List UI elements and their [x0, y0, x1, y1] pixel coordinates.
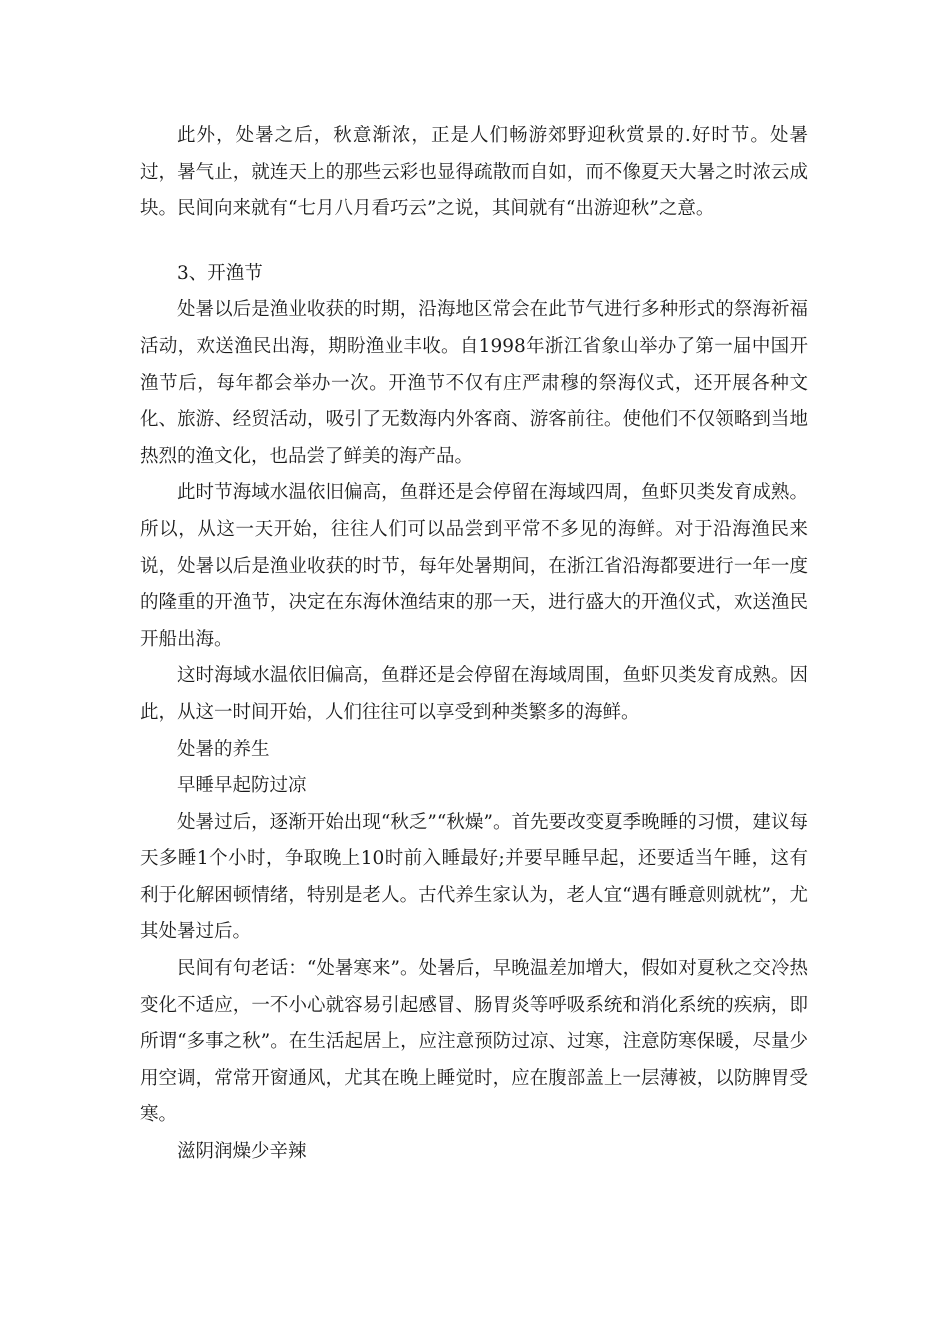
fishing-festival-paragraph-2: 此时节海域水温依旧偏高，鱼群还是会停留在海域四周，鱼虾贝类发育成熟。所以，从这一天开始，往往人们可以品尝到平常不多见的海鲜。对于沿海渔民来说，处暑以后是渔业收获的时节，每年处暑期间，在浙江省沿海都要进行一年一度的隆重的开渔节，决定在东海休渔结束的那一天，进行盛大的开渔仪式，欢送渔民开船出海。 [140, 482, 808, 650]
sleep-subheading: 早睡早起防过凉 [177, 775, 307, 797]
document-page [140, 118, 808, 1171]
health-heading: 处暑的养生 [177, 738, 270, 760]
intro-paragraph: 此外，处暑之后，秋意渐浓，正是人们畅游郊野迎秋赏景的.好时节。处暑过，暑气止，就连天上的那些云彩也显得疏散而自如，而不像夏天大暑之时浓云成块。民间向来就有“七月八月看巧云”之说，其间就有“出游迎秋”之意。 [140, 125, 808, 220]
sleep-paragraph-1: 处暑过后，逐渐开始出现“秋乏”“秋燥”。首先要改变夏季晚睡的习惯，建议每天多睡1个小时，争取晚上10时前入睡最好;并要早睡早起，还要适当午睡，这有利于化解困顿情绪，特别是老人。古代养生家认为，老人宜“遇有睡意则就枕”，尤其处暑过后。 [140, 811, 808, 943]
section-spacer [140, 228, 808, 256]
diet-subheading: 滋阴润燥少辛辣 [177, 1141, 307, 1163]
section-heading-fishing-festival: 3、开渔节 [177, 262, 263, 284]
sleep-paragraph-2: 民间有句老话：“处暑寒来”。处暑后，早晚温差加增大，假如对夏秋之交冷热变化不适应，一不小心就容易引起感冒、肠胃炎等呼吸系统和消化系统的疾病，即所谓“多事之秋”。在生活起居上，应注意预防过凉、过寒，注意防寒保暖，尽量少用空调，常常开窗通风，尤其在晚上睡觉时，应在腹部盖上一层薄被，以防脾胃受寒。 [140, 958, 808, 1126]
fishing-festival-paragraph-3: 这时海域水温依旧偏高，鱼群还是会停留在海域周围，鱼虾贝类发育成熟。因此，从这一时间开始，人们往往可以享受到种类繁多的海鲜。 [140, 665, 808, 723]
fishing-festival-paragraph-1: 处暑以后是渔业收获的时期，沿海地区常会在此节气进行多种形式的祭海祈福活动，欢送渔民出海，期盼渔业丰收。自1998年浙江省象山举办了第一届中国开渔节后，每年都会举办一次。开渔节不仅有庄严肃穆的祭海仪式，还开展各种文化、旅游、经贸活动，吸引了无数海内外客商、游客前往。使他们不仅领略到当地热烈的渔文化，也品尝了鲜美的海产品。 [140, 299, 808, 467]
